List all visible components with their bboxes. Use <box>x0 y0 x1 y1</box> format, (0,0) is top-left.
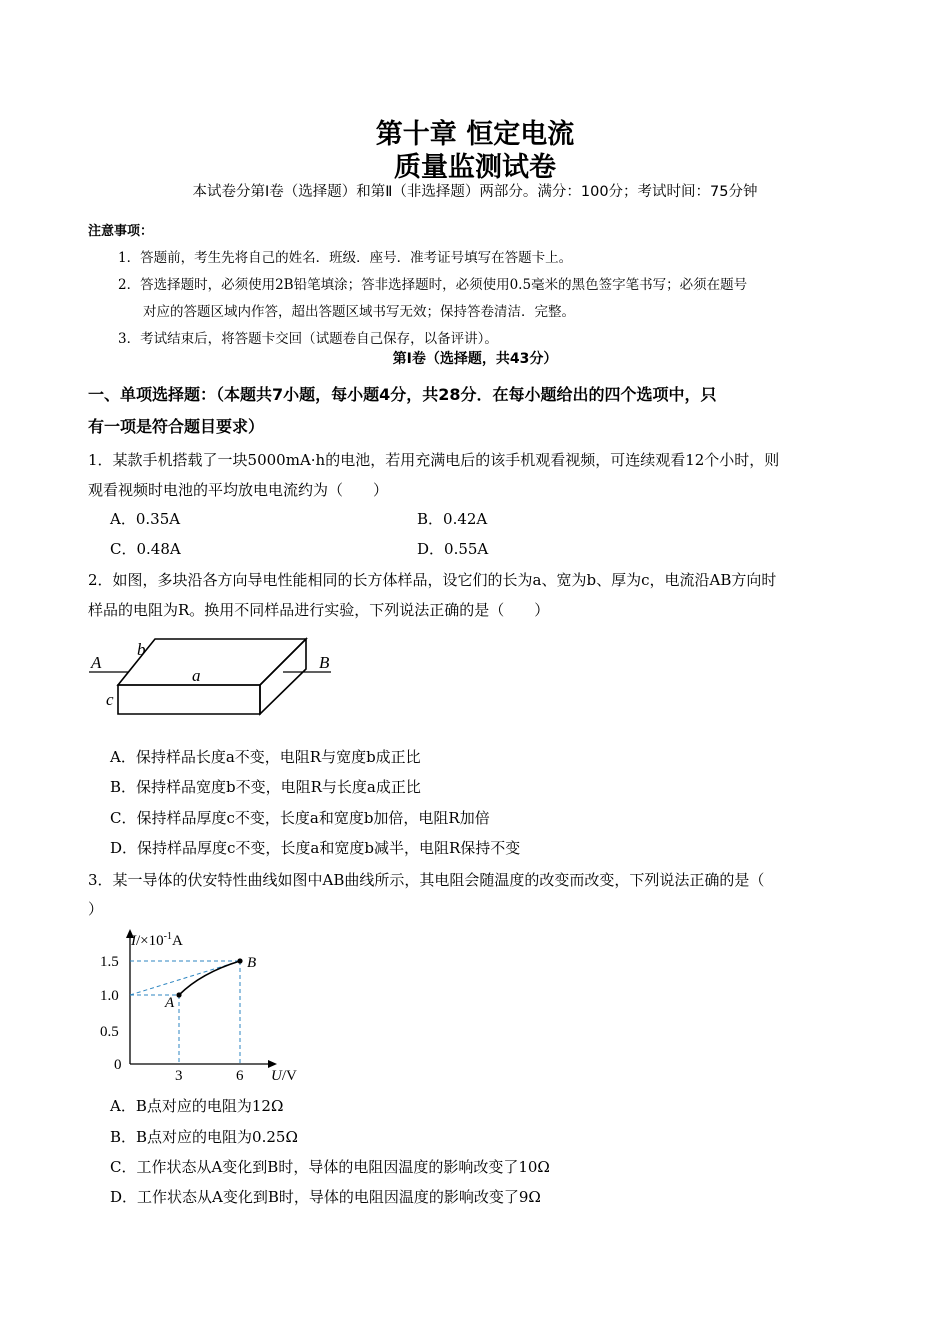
option-a: A．0.35A <box>110 510 181 528</box>
note-item: 对应的答题区域内作答，超出答题区域书写无效；保持答卷清洁．完整。 <box>143 304 575 320</box>
point-a-label: A <box>165 995 175 1011</box>
section-heading: 一、单项选择题：（本题共7小题，每小题4分，共28分．在每小题给出的四个选项中，只 <box>88 385 717 404</box>
label-length-a: a <box>192 666 201 685</box>
x-tick: 3 <box>175 1068 183 1084</box>
question-3-text: ） <box>88 900 104 918</box>
point-a <box>176 992 181 997</box>
x-tick: 6 <box>236 1068 244 1084</box>
y-tick: 1.0 <box>100 988 119 1004</box>
y-axis-label: $I/\times 10^{-1}A$ <box>131 931 183 949</box>
option-d: D．工作状态从A变化到B时，导体的电阻因温度的影响改变了9Ω <box>110 1188 541 1206</box>
note-item: 3．考试结束后，将答题卡交回（试题卷自己保存，以备评讲）。 <box>118 331 498 347</box>
question-1-text: 观看视频时电池的平均放电电流约为（ ） <box>88 481 389 499</box>
option-d: D．0.55A <box>417 540 489 558</box>
curve-ab <box>179 961 240 995</box>
exam-subtitle-title: 质量监测试卷 <box>394 152 556 183</box>
y-tick: 0 <box>114 1057 122 1073</box>
label-b-terminal: B <box>319 653 330 672</box>
y-tick: 1.5 <box>100 954 119 970</box>
question-1-text: 1．某款手机搭载了一块5000mA·h的电池，若用充满电后的该手机观看视频，可连续观看12个小时，则 <box>88 451 780 469</box>
option-c: C．0.48A <box>110 540 181 558</box>
point-b-label: B <box>247 955 257 971</box>
label-width-b: b <box>137 640 146 659</box>
x-axis-label: U/V <box>271 1068 297 1084</box>
note-item: 2．答选择题时，必须使用2B铅笔填涂；答非选择题时，必须使用0.5毫米的黑色签字笔书写；必须在题号 <box>118 277 748 293</box>
part1-title: 第Ⅰ卷（选择题，共43分） <box>392 351 558 367</box>
option-b: B．保持样品宽度b不变，电阻R与长度a成正比 <box>110 778 421 796</box>
label-a-terminal: A <box>91 653 102 672</box>
point-b <box>237 958 242 963</box>
option-b: B．0.42A <box>417 510 488 528</box>
option-c: C．保持样品厚度c不变，长度a和宽度b加倍，电阻R加倍 <box>110 809 490 827</box>
notes-title: 注意事项： <box>88 224 154 239</box>
exam-title: 第十章 恒定电流 <box>375 119 575 150</box>
label-thickness-c: c <box>106 690 114 709</box>
question-2-text: 2．如图，多块沿各方向导电性能相同的长方体样品，设它们的长为a、宽为b、厚为c，电流沿AB方向时 <box>88 571 777 589</box>
question-2-text: 样品的电阻为R。换用不同样品进行实验，下列说法正确的是（ ） <box>88 601 550 619</box>
exam-info: 本试卷分第Ⅰ卷（选择题）和第Ⅱ（非选择题）两部分。满分：100分；考试时间：75分钟 <box>192 184 758 200</box>
question-3-text: 3．某一导体的伏安特性曲线如图中AB曲线所示，其电阻会随温度的改变而改变，下列说法正确的是（ <box>88 871 765 889</box>
cuboid-figure <box>85 630 345 720</box>
y-tick: 0.5 <box>100 1024 119 1040</box>
option-b: B．B点对应的电阻为0.25Ω <box>110 1128 298 1146</box>
iv-graph <box>95 925 315 1087</box>
option-d: D．保持样品厚度c不变，长度a和宽度b减半，电阻R保持不变 <box>110 839 521 857</box>
note-item: 1．答题前，考生先将自己的姓名．班级．座号．准考证号填写在答题卡上。 <box>118 250 573 266</box>
section-heading: 有一项是符合题目要求） <box>88 417 265 436</box>
option-a: A．B点对应的电阻为12Ω <box>110 1097 284 1115</box>
option-c: C．工作状态从A变化到B时，导体的电阻因温度的影响改变了10Ω <box>110 1158 550 1176</box>
option-a: A．保持样品长度a不变，电阻R与宽度b成正比 <box>110 748 421 766</box>
